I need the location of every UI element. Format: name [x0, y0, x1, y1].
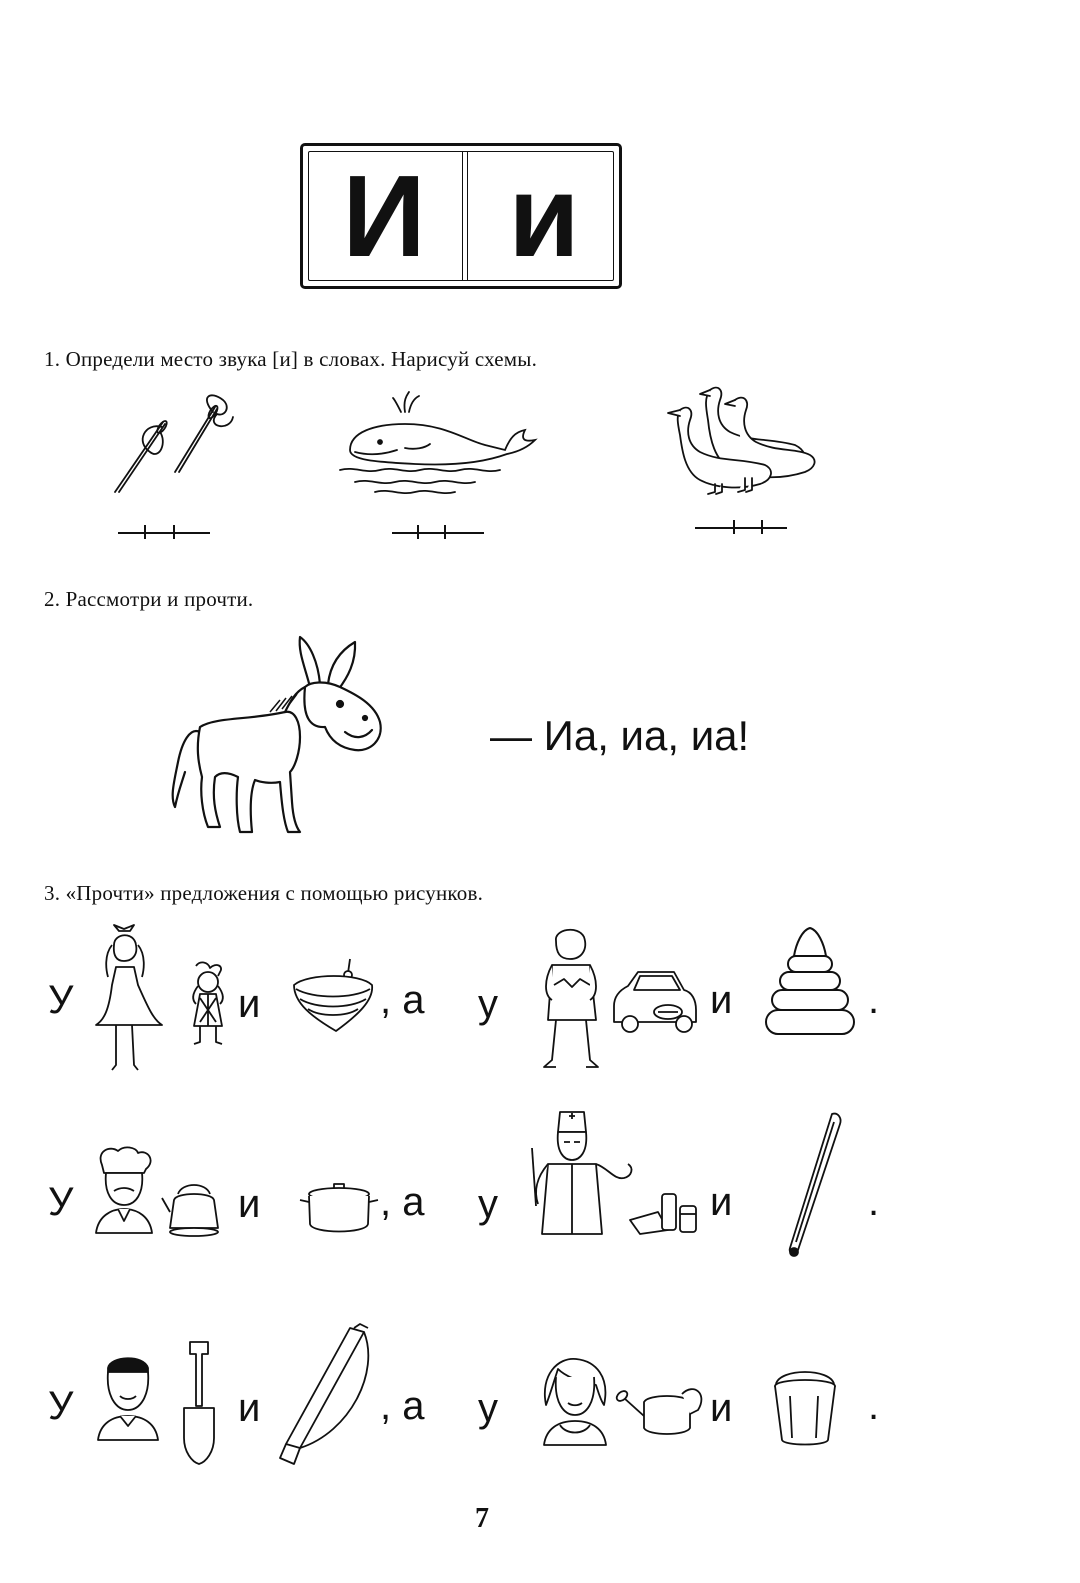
word: У [48, 1384, 74, 1428]
word: , а [380, 1180, 425, 1224]
page-number: 7 [475, 1503, 489, 1534]
bucket-icon [770, 1368, 840, 1448]
word: , а [380, 978, 425, 1022]
donkey-icon [160, 632, 385, 842]
word: . [868, 1180, 880, 1224]
geese-icon [660, 380, 815, 495]
uppercase-letter: И [342, 151, 426, 281]
task3-instruction: 3. «Прочти» предложения с помощью рисунков. [44, 881, 484, 905]
word: у [478, 1386, 498, 1430]
word: и [238, 1386, 261, 1430]
watering-can-icon [614, 1380, 706, 1440]
task2-instruction: 2. Рассмотри и прочти. [44, 587, 254, 611]
word: , а [380, 1384, 425, 1428]
word: и [710, 1386, 733, 1430]
word: . [868, 978, 880, 1022]
cook-icon [90, 1145, 160, 1235]
saw-icon [280, 1322, 380, 1472]
lowercase-letter: и [508, 151, 580, 281]
saucepan-icon [298, 1180, 380, 1236]
girl-icon [94, 925, 166, 1075]
word: у [478, 1182, 498, 1226]
doll-icon [178, 960, 238, 1046]
toy-pyramid-icon [762, 924, 857, 1040]
medicine-icon [628, 1186, 702, 1236]
woman-icon [538, 1355, 612, 1447]
word: У [48, 978, 74, 1022]
word: У [48, 1180, 74, 1224]
man-icon [92, 1352, 164, 1442]
doctor-icon [524, 1108, 640, 1238]
donkey-speech: — Иа, иа, иа! [490, 712, 750, 759]
shovel-icon [176, 1338, 222, 1468]
boy-icon [538, 925, 608, 1075]
word: и [238, 982, 261, 1026]
thermometer-icon [780, 1110, 850, 1260]
word: и [710, 978, 733, 1022]
toy-car-icon [608, 966, 698, 1038]
task1-instruction: 1. Определи место звука [и] в словах. Нарисуй схемы. [44, 347, 538, 371]
spinning-top-icon [288, 955, 378, 1035]
letter-card-divider [462, 151, 468, 281]
word: . [868, 1384, 880, 1428]
word: и [238, 1182, 261, 1226]
whale-icon [335, 390, 545, 500]
sound-scheme [392, 525, 484, 539]
sound-scheme [118, 525, 210, 539]
letter-card [300, 143, 622, 289]
needles-icon [105, 392, 240, 497]
kettle-icon [162, 1178, 226, 1238]
word: и [710, 1180, 733, 1224]
word: у [478, 982, 498, 1026]
sound-scheme [695, 520, 787, 534]
